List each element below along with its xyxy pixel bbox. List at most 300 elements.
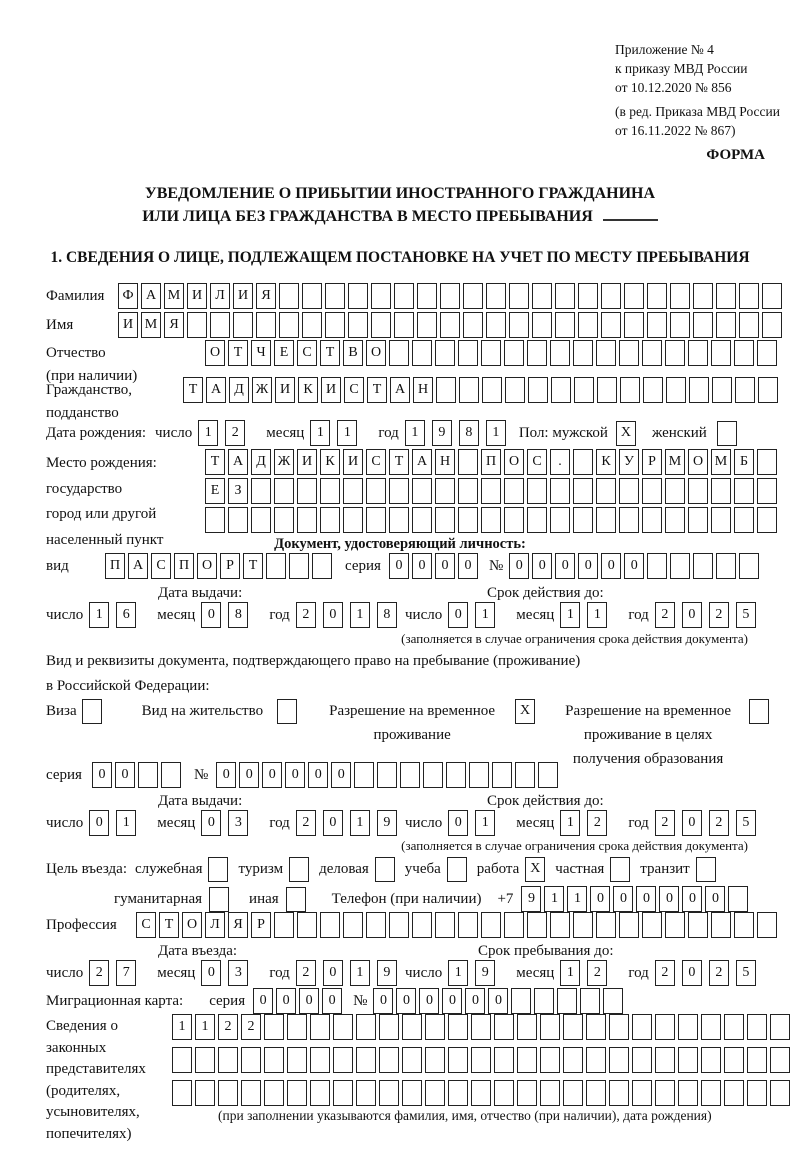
month-label: месяц: [266, 424, 305, 441]
char-cell: [481, 507, 501, 533]
char-cell: [586, 1014, 606, 1040]
char-cell: [348, 283, 368, 309]
residence-doc-options-row: [46, 699, 769, 771]
char-cell: [670, 283, 690, 309]
char-cell: [670, 312, 690, 338]
char-cell: [573, 507, 593, 533]
permit-expiry-date-group: [405, 810, 763, 836]
firstname-label: Имя: [46, 317, 74, 333]
char-cell: [448, 1014, 468, 1040]
char-cell: [481, 340, 501, 366]
purpose-study-label: учеба: [404, 861, 441, 877]
char-cell: [670, 553, 690, 579]
char-cell: [494, 1014, 514, 1040]
representatives-cells-row2[interactable]: [172, 1047, 793, 1073]
char-cell: М: [141, 312, 161, 338]
surname-cells[interactable]: [118, 283, 785, 309]
doc-issue-header: Дата выдачи:: [158, 585, 243, 601]
char-cell: 5: [736, 810, 756, 836]
purpose-transit-checkbox[interactable]: [696, 857, 716, 882]
stay-month-cells[interactable]: [560, 960, 614, 986]
permit-issue-year-cells[interactable]: [296, 810, 404, 836]
char-cell: [532, 312, 552, 338]
doc-expiry-day-cells[interactable]: [448, 602, 502, 628]
char-cell: [735, 377, 755, 403]
char-cell: 0: [389, 553, 409, 579]
purpose-business-checkbox[interactable]: [375, 857, 395, 882]
char-cell: [343, 478, 363, 504]
char-cell: 0: [682, 602, 702, 628]
migration-number-cells[interactable]: [373, 988, 626, 1014]
visa-checkbox[interactable]: [82, 699, 102, 724]
doc-series-label: серия: [345, 557, 381, 574]
purpose-transit-label: транзит: [640, 861, 690, 877]
patronymic-label: Отчество: [46, 345, 106, 361]
char-cell: [632, 1080, 652, 1106]
char-cell: [423, 762, 443, 788]
patronymic-label-note: (при наличии): [46, 368, 138, 384]
char-cell: 1: [89, 602, 109, 628]
form-title-line2: ИЛИ ЛИЦА БЕЗ ГРАЖДАНСТВА В МЕСТО ПРЕБЫВАНИЯ: [142, 208, 593, 225]
char-cell: П: [174, 553, 194, 579]
char-cell: [538, 762, 558, 788]
representatives-cells-row3[interactable]: [172, 1080, 793, 1106]
char-cell: И: [118, 312, 138, 338]
sex-female-checkbox[interactable]: [717, 421, 737, 446]
month-label: месяц: [516, 814, 555, 831]
char-cell: 0: [488, 988, 508, 1014]
representatives-block: [46, 1014, 793, 1145]
char-cell: И: [297, 449, 317, 475]
char-cell: 1: [116, 810, 136, 836]
char-cell: [289, 553, 309, 579]
permit-number-cells[interactable]: [216, 762, 561, 788]
doc-expiry-header: Срок действия до:: [487, 585, 604, 601]
char-cell: [504, 478, 524, 504]
purpose-business-label: деловая: [319, 861, 369, 877]
temp-residence-checkbox[interactable]: X: [515, 699, 535, 724]
char-cell: 1: [560, 810, 580, 836]
month-label: месяц: [157, 814, 196, 831]
char-cell: 0: [331, 762, 351, 788]
char-cell: [689, 377, 709, 403]
char-cell: Р: [642, 449, 662, 475]
permit-issue-date-group: [46, 810, 404, 836]
char-cell: [563, 1047, 583, 1073]
char-cell: [379, 1080, 399, 1106]
option-visa-label: Виза: [46, 703, 77, 719]
option-residence-permit: [142, 699, 297, 724]
char-cell: [711, 507, 731, 533]
char-cell: 0: [92, 762, 112, 788]
surname-row: [46, 283, 785, 309]
char-cell: [446, 762, 466, 788]
option-temp-education-label1: Разрешение на временное: [565, 703, 732, 719]
char-cell: 0: [465, 988, 485, 1014]
entry-purpose-label: Цель въезда:: [46, 861, 127, 877]
char-cell: [619, 507, 639, 533]
permit-expiry-month-cells[interactable]: [560, 810, 614, 836]
char-cell: [251, 507, 271, 533]
char-cell: [218, 1080, 238, 1106]
birth-place-label-state: государство: [46, 480, 123, 497]
entry-month-cells[interactable]: [201, 960, 255, 986]
char-cell: [481, 912, 501, 938]
year-label: год: [628, 606, 649, 623]
char-cell: [463, 283, 483, 309]
year-label: год: [269, 814, 290, 831]
char-cell: [642, 912, 662, 938]
char-cell: Т: [389, 449, 409, 475]
phone-cells[interactable]: [521, 886, 751, 912]
char-cell: 0: [323, 810, 343, 836]
char-cell: 5: [736, 960, 756, 986]
char-cell: 9: [521, 886, 541, 912]
char-cell: 0: [682, 886, 702, 912]
char-cell: [310, 1080, 330, 1106]
doc-issue-day-cells[interactable]: [89, 602, 143, 628]
char-cell: [412, 340, 432, 366]
char-cell: 2: [587, 960, 607, 986]
char-cell: 0: [115, 762, 135, 788]
char-cell: Т: [159, 912, 179, 938]
char-cell: 0: [201, 960, 221, 986]
char-cell: 0: [396, 988, 416, 1014]
entry-purpose-row1: [46, 857, 716, 882]
char-cell: [417, 283, 437, 309]
char-cell: 1: [350, 810, 370, 836]
profession-cells[interactable]: [136, 912, 780, 938]
option-temp-education-label3: получения образования: [572, 751, 724, 767]
char-cell: 0: [442, 988, 462, 1014]
char-cell: [596, 478, 616, 504]
char-cell: [161, 762, 181, 788]
citizenship-label2: подданство: [46, 405, 119, 421]
char-cell: [297, 478, 317, 504]
char-cell: [596, 507, 616, 533]
doc-issue-year-cells[interactable]: [296, 602, 404, 628]
char-cell: [665, 340, 685, 366]
char-cell: [425, 1047, 445, 1073]
char-cell: 1: [310, 420, 330, 446]
month-label: месяц: [516, 964, 555, 981]
permit-expiry-day-cells[interactable]: [448, 810, 502, 836]
char-cell: [573, 449, 593, 475]
char-cell: [325, 312, 345, 338]
birth-year-cells[interactable]: [405, 420, 513, 446]
char-cell: К: [320, 449, 340, 475]
char-cell: [312, 553, 332, 579]
permit-issue-header: Дата выдачи:: [158, 793, 243, 809]
char-cell: [297, 912, 317, 938]
char-cell: [205, 507, 225, 533]
birth-place-cells-row3[interactable]: [205, 507, 780, 533]
birth-day-cells[interactable]: [198, 420, 252, 446]
migration-card-label: Миграционная карта:: [46, 992, 184, 1009]
doc-expiry-year-cells[interactable]: [655, 602, 763, 628]
citizenship-cells[interactable]: [183, 377, 781, 403]
char-cell: 0: [448, 602, 468, 628]
char-cell: 0: [89, 810, 109, 836]
char-cell: [688, 912, 708, 938]
char-cell: [402, 1047, 422, 1073]
char-cell: [320, 912, 340, 938]
char-cell: [256, 312, 276, 338]
char-cell: [435, 478, 455, 504]
birth-place-label: Место рождения:: [46, 455, 157, 471]
appendix-line-3: от 10.12.2020 № 856: [615, 80, 732, 95]
char-cell: [528, 377, 548, 403]
char-cell: [264, 1014, 284, 1040]
doc-expiry-date-group: [405, 602, 763, 628]
char-cell: [195, 1080, 215, 1106]
char-cell: [348, 312, 368, 338]
char-cell: Я: [164, 312, 184, 338]
option-temp-residence-label1: Разрешение на временное: [329, 703, 496, 719]
purpose-private-checkbox[interactable]: [610, 857, 630, 882]
char-cell: 2: [218, 1014, 238, 1040]
char-cell: [678, 1047, 698, 1073]
entry-date-group: [46, 960, 404, 986]
char-cell: [555, 283, 575, 309]
representatives-note: (при заполнении указываются фамилия, имя, отчество (при наличии), дата рождения): [218, 1108, 712, 1123]
day-label: число: [46, 606, 84, 623]
doc-expiry-note: (заполняется в случае ограничения срока действия документа): [401, 631, 748, 646]
char-cell: [241, 1047, 261, 1073]
month-label: месяц: [157, 606, 196, 623]
char-cell: Ж: [252, 377, 272, 403]
doc-kind-cells[interactable]: [105, 553, 335, 579]
char-cell: [757, 478, 777, 504]
entry-day-cells[interactable]: [89, 960, 143, 986]
phone-prefix: +7: [497, 890, 514, 907]
purpose-work-checkbox[interactable]: X: [525, 857, 545, 882]
char-cell: 0: [201, 810, 221, 836]
char-cell: А: [128, 553, 148, 579]
char-cell: Д: [229, 377, 249, 403]
document-header: [615, 40, 795, 140]
char-cell: 2: [709, 602, 729, 628]
char-cell: 9: [377, 810, 397, 836]
char-cell: [647, 312, 667, 338]
char-cell: [356, 1014, 376, 1040]
char-cell: [354, 762, 374, 788]
char-cell: 5: [736, 602, 756, 628]
char-cell: О: [504, 449, 524, 475]
char-cell: Т: [243, 553, 263, 579]
char-cell: [678, 1014, 698, 1040]
temp-residence-education-checkbox[interactable]: [749, 699, 769, 724]
char-cell: [458, 449, 478, 475]
char-cell: Ф: [118, 283, 138, 309]
char-cell: 0: [532, 553, 552, 579]
char-cell: 0: [239, 762, 259, 788]
char-cell: [724, 1014, 744, 1040]
stay-day-cells[interactable]: [448, 960, 502, 986]
char-cell: [596, 340, 616, 366]
char-cell: 2: [296, 602, 316, 628]
year-label: год: [378, 424, 399, 441]
char-cell: О: [366, 340, 386, 366]
char-cell: [356, 1047, 376, 1073]
char-cell: [665, 912, 685, 938]
char-cell: [551, 377, 571, 403]
residence-permit-checkbox[interactable]: [277, 699, 297, 724]
char-cell: [757, 507, 777, 533]
char-cell: О: [182, 912, 202, 938]
char-cell: [377, 762, 397, 788]
char-cell: А: [228, 449, 248, 475]
birth-month-cells[interactable]: [310, 420, 364, 446]
firstname-cells[interactable]: [118, 312, 785, 338]
purpose-official-checkbox[interactable]: [208, 857, 228, 882]
char-cell: [655, 1080, 675, 1106]
char-cell: [573, 340, 593, 366]
char-cell: 2: [296, 810, 316, 836]
char-cell: А: [412, 449, 432, 475]
purpose-other-label: иная: [249, 890, 279, 907]
doc-issue-month-cells[interactable]: [201, 602, 255, 628]
char-cell: О: [197, 553, 217, 579]
char-cell: [440, 312, 460, 338]
form-title: [0, 182, 800, 228]
char-cell: Е: [274, 340, 294, 366]
char-cell: [264, 1080, 284, 1106]
char-cell: О: [205, 340, 225, 366]
stay-year-cells[interactable]: [655, 960, 763, 986]
doc-number-cells[interactable]: [509, 553, 762, 579]
char-cell: [734, 912, 754, 938]
char-cell: [747, 1047, 767, 1073]
char-cell: 0: [682, 960, 702, 986]
char-cell: [666, 377, 686, 403]
char-cell: [747, 1014, 767, 1040]
purpose-humanitarian-checkbox[interactable]: [209, 887, 229, 912]
char-cell: С: [151, 553, 171, 579]
char-cell: [274, 478, 294, 504]
char-cell: 2: [709, 810, 729, 836]
char-cell: 1: [405, 420, 425, 446]
entry-year-cells[interactable]: [296, 960, 404, 986]
birth-place-label-city1: город или другой: [46, 506, 157, 522]
char-cell: У: [619, 449, 639, 475]
char-cell: [711, 478, 731, 504]
char-cell: [504, 340, 524, 366]
sex-male-checkbox[interactable]: X: [616, 421, 636, 446]
purpose-tourism-checkbox[interactable]: [289, 857, 309, 882]
char-cell: [716, 553, 736, 579]
surname-label: Фамилия: [46, 288, 105, 304]
birth-date-group: [155, 420, 513, 446]
char-cell: [632, 1047, 652, 1073]
char-cell: [609, 1047, 629, 1073]
char-cell: [494, 1047, 514, 1073]
patronymic-cells[interactable]: [205, 340, 780, 366]
birth-place-label-city2: населенный пункт: [46, 531, 164, 548]
migration-card-row: [46, 988, 626, 1014]
purpose-other-checkbox[interactable]: [286, 887, 306, 912]
char-cell: А: [206, 377, 226, 403]
char-cell: [532, 283, 552, 309]
purpose-study-checkbox[interactable]: [447, 857, 467, 882]
char-cell: [425, 1080, 445, 1106]
char-cell: Т: [205, 449, 225, 475]
char-cell: [371, 283, 391, 309]
representatives-cells-row1[interactable]: [172, 1014, 793, 1040]
char-cell: 9: [475, 960, 495, 986]
char-cell: Т: [367, 377, 387, 403]
char-cell: [320, 478, 340, 504]
char-cell: [274, 912, 294, 938]
representatives-label-3: представителях: [46, 1061, 146, 1077]
char-cell: 0: [448, 810, 468, 836]
char-cell: [287, 1014, 307, 1040]
char-cell: Н: [435, 449, 455, 475]
birth-place-cells-row1[interactable]: [205, 449, 780, 475]
day-label: число: [405, 814, 443, 831]
representatives-label-2: законных: [46, 1039, 107, 1056]
char-cell: П: [481, 449, 501, 475]
permit-series-cells[interactable]: [92, 762, 184, 788]
char-cell: К: [298, 377, 318, 403]
char-cell: [734, 478, 754, 504]
char-cell: [402, 1014, 422, 1040]
char-cell: Е: [205, 478, 225, 504]
char-cell: [515, 762, 535, 788]
year-label: год: [628, 964, 649, 981]
char-cell: [389, 912, 409, 938]
migration-series-cells[interactable]: [253, 988, 345, 1014]
char-cell: 1: [198, 420, 218, 446]
char-cell: 1: [337, 420, 357, 446]
char-cell: 0: [578, 553, 598, 579]
char-cell: 1: [587, 602, 607, 628]
char-cell: [517, 1014, 537, 1040]
char-cell: [724, 1080, 744, 1106]
birth-date-row: [46, 420, 737, 446]
char-cell: [739, 283, 759, 309]
permit-number-label: №: [193, 766, 209, 783]
day-label: число: [155, 424, 193, 441]
char-cell: [701, 1047, 721, 1073]
char-cell: С: [527, 449, 547, 475]
char-cell: [550, 912, 570, 938]
char-cell: [688, 478, 708, 504]
char-cell: [596, 912, 616, 938]
char-cell: 0: [253, 988, 273, 1014]
char-cell: [297, 507, 317, 533]
char-cell: [580, 988, 600, 1014]
doc-series-cells[interactable]: [389, 553, 481, 579]
profession-label: Профессия: [46, 917, 117, 933]
char-cell: [138, 762, 158, 788]
section1-heading: 1. СВЕДЕНИЯ О ЛИЦЕ, ПОДЛЕЖАЩЕМ ПОСТАНОВКЕ НА УЧЕТ ПО МЕСТУ ПРЕБЫВАНИЯ: [50, 249, 750, 266]
permit-issue-month-cells[interactable]: [201, 810, 255, 836]
char-cell: [555, 312, 575, 338]
char-cell: [563, 1080, 583, 1106]
char-cell: [632, 1014, 652, 1040]
char-cell: [665, 478, 685, 504]
char-cell: Т: [183, 377, 203, 403]
char-cell: О: [688, 449, 708, 475]
char-cell: [320, 507, 340, 533]
birth-place-cells-row2[interactable]: [205, 478, 780, 504]
permit-expiry-year-cells[interactable]: [655, 810, 763, 836]
char-cell: 1: [560, 602, 580, 628]
char-cell: [251, 478, 271, 504]
doc-expiry-month-cells[interactable]: [560, 602, 614, 628]
permit-issue-day-cells[interactable]: [89, 810, 143, 836]
